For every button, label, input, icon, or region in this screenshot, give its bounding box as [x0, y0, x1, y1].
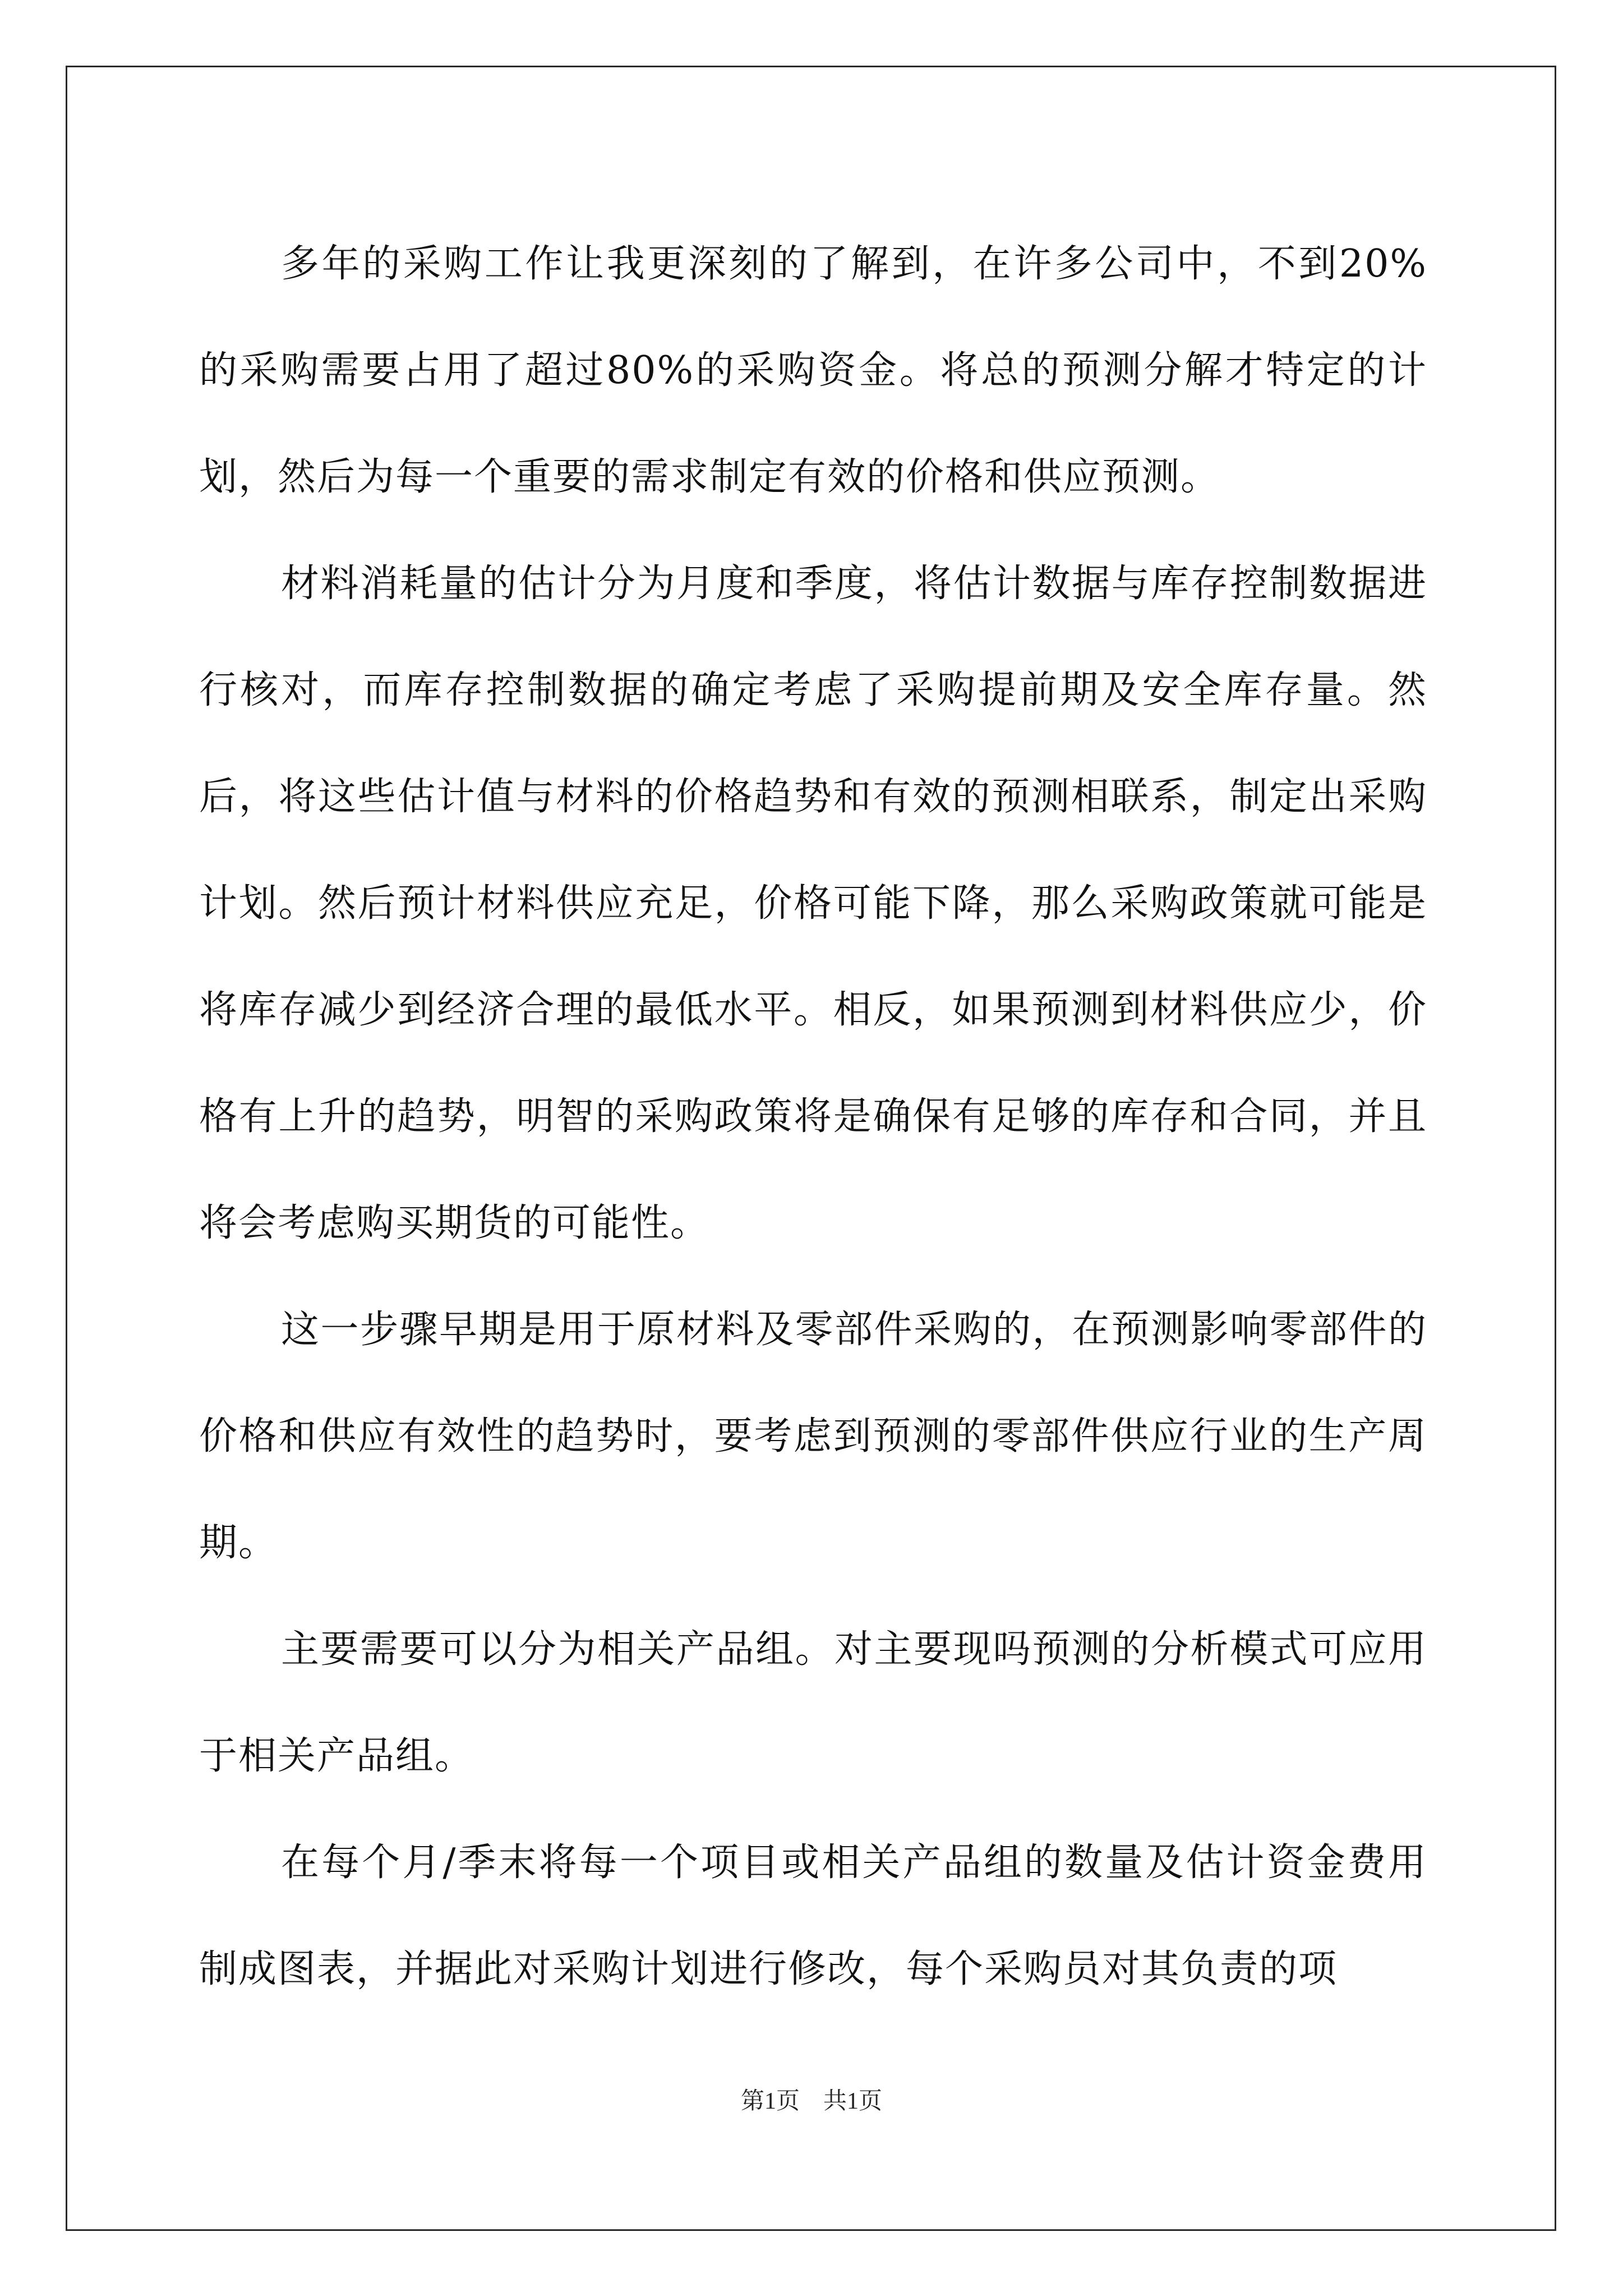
- paragraph-3: 这一步骤早期是用于原材料及零部件采购的，在预测影响零部件的价格和供应有效性的趋势时，要考虑到预测的零部件供应行业的生产周期。: [199, 1308, 1427, 1565]
- document-body: [199, 211, 1427, 2023]
- page-number-footer: 第1页 共1页: [740, 2088, 882, 2114]
- paragraph-5: 在每个月/季末将每一个项目或相关产品组的数量及估计资金费用制成图表，并据此对采购计划进行修改，每个采购员对其负责的项: [199, 1841, 1427, 1991]
- paragraph-4: 主要需要可以分为相关产品组。对主要现吗预测的分析模式可应用于相关产品组。: [199, 1627, 1427, 1778]
- paragraph-2: 材料消耗量的估计分为月度和季度，将估计数据与库存控制数据进行核对，而库存控制数据的确定考虑了采购提前期及安全库存量。然后，将这些估计值与材料的价格趋势和有效的预测相联系，制定出采购计划。然后预计材料供应充足，价格可能下降，那么采购政策就可能是将库存减少到经济合理的最低水平。相反，如果预测到材料供应少，价格有上升的趋势，明智的采购政策将是确保有足够的库存和合同，并且将会考虑购买期货的可能性。: [199, 562, 1427, 1245]
- paragraph-1: 多年的采购工作让我更深刻的了解到，在许多公司中，不到20%的采购需要占用了超过80%的采购资金。将总的预测分解才特定的计划，然后为每一个重要的需求制定有效的价格和供应预测。: [199, 242, 1427, 499]
